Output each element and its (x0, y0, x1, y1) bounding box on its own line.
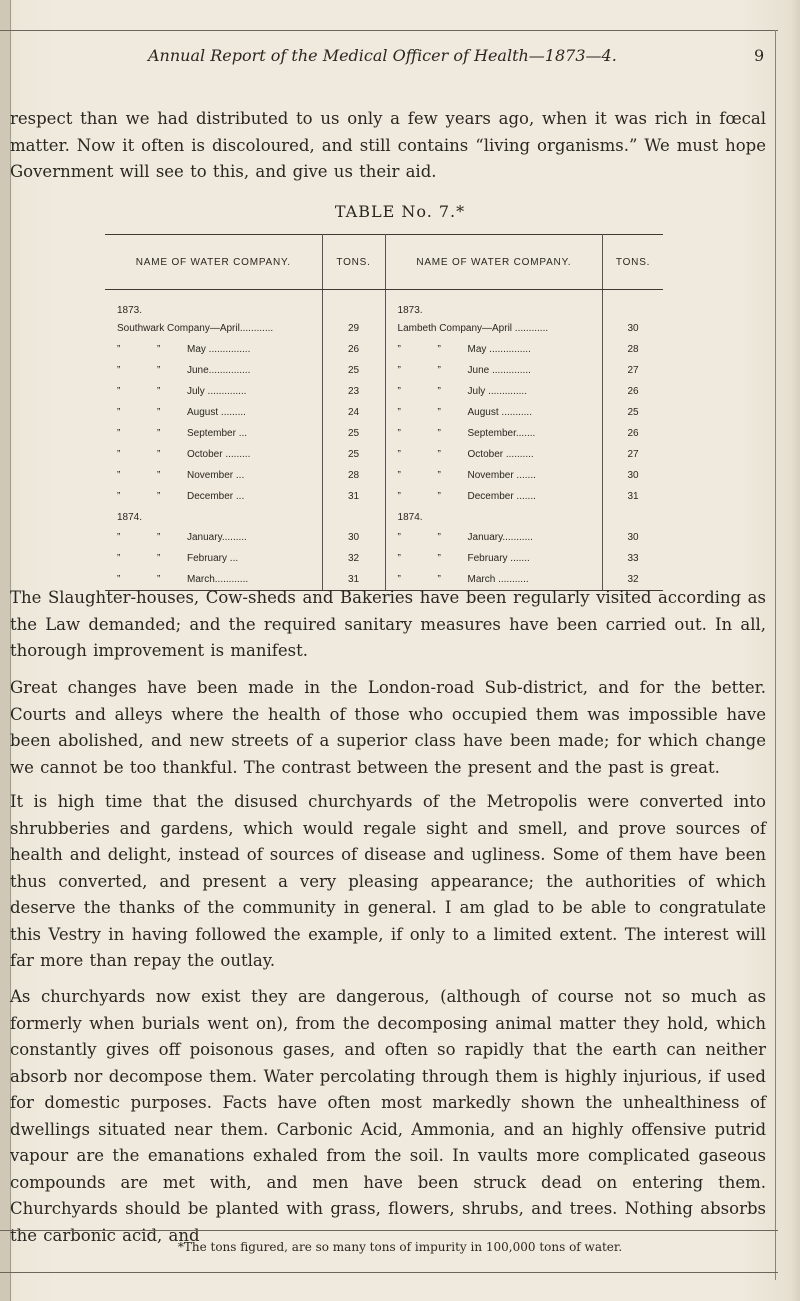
company-cell (385, 527, 603, 548)
tons-cell: 27 (627, 449, 639, 460)
tons-cell: 28 (627, 344, 639, 355)
tons-cell: 33 (627, 553, 639, 564)
ditto-mark: ” (157, 491, 161, 502)
table-row (105, 290, 663, 319)
table-row (105, 444, 663, 465)
table-row (105, 548, 663, 569)
tons-cell: 23 (322, 381, 385, 402)
month-label: May ............... (467, 344, 531, 355)
ditto-mark: ” (157, 553, 161, 564)
year-label: 1873. (385, 290, 603, 319)
tons-cell: 24 (322, 402, 385, 423)
ditto-mark: ” (117, 365, 121, 376)
month-label: February ... (187, 553, 239, 564)
ditto-mark: ” (397, 574, 401, 585)
company-cell (385, 339, 603, 360)
year-label: 1874. (385, 507, 603, 527)
year-label: 1873. (105, 290, 322, 319)
top-rule (0, 30, 778, 31)
table-row (105, 486, 663, 507)
company-cell (105, 402, 322, 423)
month-label: September....... (467, 428, 536, 439)
month-label: July .............. (467, 386, 527, 397)
ditto-mark: ” (117, 532, 121, 543)
month-label: November ....... (467, 470, 536, 481)
company-cell (105, 423, 322, 444)
ditto-mark: ” (437, 407, 441, 418)
ditto-mark: ” (117, 344, 121, 355)
header-right-tons: TONS. (603, 235, 663, 290)
ditto-mark: ” (397, 407, 401, 418)
running-title: Annual Report of the Medical Officer of Health—1873—4. (148, 46, 617, 65)
month-label: October .......... (467, 449, 534, 460)
ditto-mark: ” (437, 449, 441, 460)
company-cell (385, 402, 603, 423)
ditto-mark: ” (157, 407, 161, 418)
tons-cell: 25 (322, 360, 385, 381)
company-cell: Lambeth Company—April ............ (385, 318, 603, 339)
paragraph-3: Great changes have been made in the London-road Sub-district, and for the better. Courts and alleys where the health of those who occupied them was impossible have been abolished, and new streets of a superior class have been made; for which change we cannot be too thankful. The contrast between the present and the past is great. (10, 678, 766, 777)
table-row (105, 465, 663, 486)
month-label: February ....... (467, 553, 530, 564)
tons-cell: 30 (627, 323, 639, 334)
company-cell (105, 360, 322, 381)
paragraph-1: respect than we had distributed to us only a few years ago, when it was rich in fœcal matter. Now it often is discoloured, and still contains “living organisms.” We must hope Government will see to this, and give us their aid. (10, 109, 766, 181)
ditto-mark: ” (437, 470, 441, 481)
tons-cell (322, 290, 385, 319)
ditto-mark: ” (397, 449, 401, 460)
ditto-mark: ” (397, 553, 401, 564)
paragraph-4: It is high time that the disused churchyards of the Metropolis were converted into shrubberies and gardens, which would regale sight and smell, and prove sources of health and delight, instead of sources of disease and ugliness. Some of them have been thus converted, and present a very pleasing appearance; the authorities of which deserve the thanks of the community in general. I am glad to be able to congratulate this Vestry in having followed the example, if only to a limited extent. The interest will far more than repay the outlay. (10, 792, 766, 970)
page-number: 9 (754, 46, 765, 65)
ditto-mark: ” (157, 428, 161, 439)
tons-cell: 26 (627, 386, 639, 397)
ditto-mark: ” (157, 365, 161, 376)
tons-cell: 29 (322, 318, 385, 339)
month-label: March............ (187, 574, 249, 585)
ditto-mark: ” (437, 386, 441, 397)
table-caption: TABLE No. 7.* (334, 202, 466, 221)
ditto-mark: ” (437, 344, 441, 355)
ditto-mark: ” (437, 491, 441, 502)
company-cell (105, 486, 322, 507)
company-cell (105, 444, 322, 465)
month-label: January......... (187, 532, 247, 543)
ditto-mark: ” (437, 428, 441, 439)
company-cell (385, 465, 603, 486)
month-label: May ............... (187, 344, 251, 355)
table-row (105, 402, 663, 423)
header-left-tons: TONS. (322, 235, 385, 290)
ditto-mark: ” (117, 491, 121, 502)
company-cell (385, 548, 603, 569)
paragraph-2: The Slaughter-houses, Cow-sheds and Bakeries have been regularly visited according as the Law demanded; and the required sanitary measures have been carried out. In all, thorough improvement is manifest. (10, 588, 766, 660)
tons-cell: 25 (322, 444, 385, 465)
company-cell (385, 486, 603, 507)
tons-cell: 30 (322, 527, 385, 548)
table-row (105, 360, 663, 381)
ditto-mark: ” (437, 532, 441, 543)
ditto-mark: ” (397, 428, 401, 439)
tons-cell (603, 290, 663, 319)
tons-cell: 25 (322, 423, 385, 444)
ditto-mark: ” (157, 449, 161, 460)
company-cell (385, 444, 603, 465)
ditto-mark: ” (397, 344, 401, 355)
ditto-mark: ” (397, 491, 401, 502)
tons-cell (322, 507, 385, 527)
tons-cell: 31 (322, 569, 385, 591)
company-cell (105, 527, 322, 548)
table-row (105, 339, 663, 360)
ditto-mark: ” (437, 553, 441, 564)
month-label: August ......... (187, 407, 246, 418)
company-cell (105, 339, 322, 360)
tons-cell (603, 507, 663, 527)
tons-cell: 25 (627, 407, 639, 418)
header-right-company: NAME OF WATER COMPANY. (385, 235, 603, 290)
ditto-mark: ” (157, 574, 161, 585)
month-label: June............... (187, 365, 251, 376)
tons-cell: 31 (322, 486, 385, 507)
month-label: August ........... (467, 407, 532, 418)
ditto-mark: ” (397, 365, 401, 376)
month-label: March ........... (467, 574, 529, 585)
table-body (105, 290, 663, 591)
month-label: November ... (187, 470, 245, 481)
bottom-rule (0, 1272, 778, 1273)
header-left-company: NAME OF WATER COMPANY. (105, 235, 322, 290)
footnote-rule (0, 1230, 778, 1231)
ditto-mark: ” (157, 470, 161, 481)
table-row (105, 507, 663, 527)
year-label: 1874. (105, 507, 322, 527)
tons-cell: 26 (322, 339, 385, 360)
tons-cell: 30 (627, 470, 639, 481)
ditto-mark: ” (157, 386, 161, 397)
footnote: *The tons figured, are so many tons of impurity in 100,000 tons of water. (177, 1240, 623, 1254)
ditto-mark: ” (117, 574, 121, 585)
month-label: December ... (187, 491, 245, 502)
month-label: December ....... (467, 491, 536, 502)
water-impurity-table (105, 234, 663, 591)
ditto-mark: ” (157, 532, 161, 543)
ditto-mark: ” (437, 365, 441, 376)
company-cell: Southwark Company—April............ (105, 318, 322, 339)
table-row (105, 381, 663, 402)
month-label: October ......... (187, 449, 251, 460)
table-row (105, 527, 663, 548)
paragraph-5: As churchyards now exist they are dangerous, (although of course not so much as formerly when burials went on), from the decomposing animal matter they hold, which constantly gives off poisonous gases, and often so rapidly that the earth can neither absorb nor decompose them. Water percolating through them is highly injurious, if used for domestic purposes. Facts have often most markedly shown the unhealthiness of dwellings situated near them. Carbonic Acid, Ammonia, and an highly offensive putrid vapour are the emanations exhaled from the soil. In vaults more complicated gaseous compounds are met with, and men have been struck dead on entering them. Churchyards should be planted with grass, flowers, shrubs, and trees. Nothing absorbs the carbonic acid, and (10, 987, 766, 1245)
tons-cell: 31 (627, 491, 639, 502)
company-cell (105, 465, 322, 486)
ditto-mark: ” (157, 344, 161, 355)
ditto-mark: ” (397, 532, 401, 543)
ditto-mark: ” (117, 449, 121, 460)
tons-cell: 27 (627, 365, 639, 376)
month-label: January........... (467, 532, 533, 543)
company-cell (105, 381, 322, 402)
table-row (105, 423, 663, 444)
month-label: June .............. (467, 365, 531, 376)
company-cell (105, 548, 322, 569)
table-row (105, 318, 663, 339)
tons-cell: 32 (322, 548, 385, 569)
tons-cell: 28 (322, 465, 385, 486)
running-header (0, 46, 800, 68)
ditto-mark: ” (117, 386, 121, 397)
company-cell (385, 381, 603, 402)
ditto-mark: ” (397, 470, 401, 481)
ditto-mark: ” (117, 553, 121, 564)
month-label: July .............. (187, 386, 247, 397)
month-label: September ... (187, 428, 248, 439)
tons-cell: 26 (627, 428, 639, 439)
tons-cell: 32 (603, 569, 663, 591)
table-header-row (105, 235, 663, 290)
ditto-mark: ” (437, 574, 441, 585)
ditto-mark: ” (397, 386, 401, 397)
ditto-mark: ” (117, 407, 121, 418)
tons-cell: 30 (627, 532, 639, 543)
company-cell (385, 423, 603, 444)
ditto-mark: ” (117, 470, 121, 481)
ditto-mark: ” (117, 428, 121, 439)
company-cell (385, 360, 603, 381)
